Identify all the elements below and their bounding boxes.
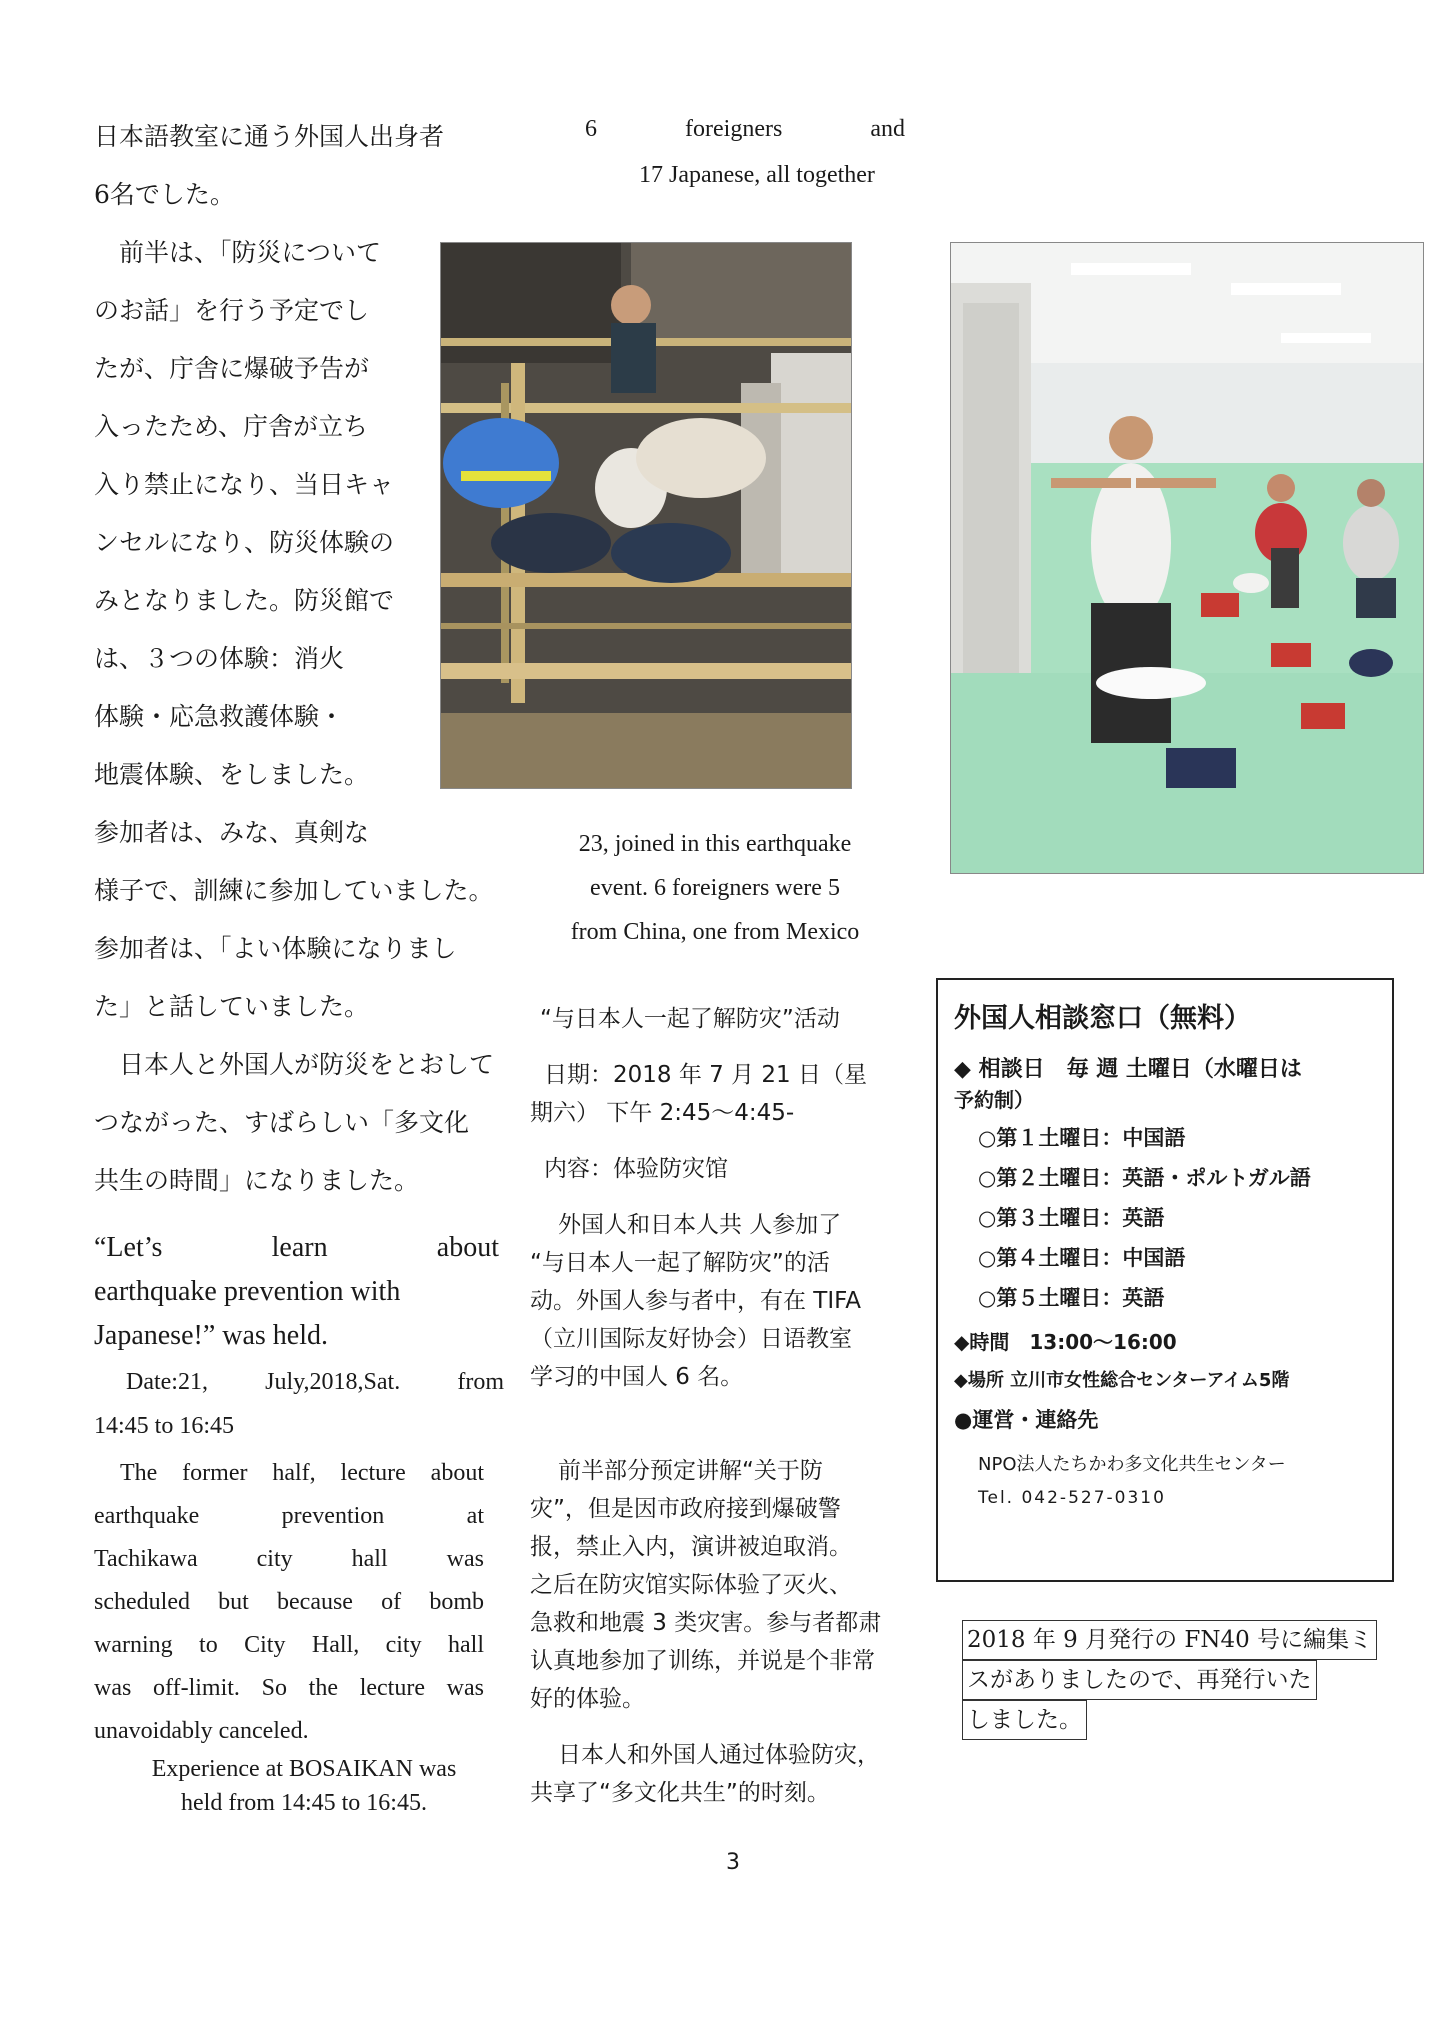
jp-line: 参加者は、みな、真剣な bbox=[94, 818, 370, 847]
chinese-para2-line: 认真地参加了训练，并说是个非常 bbox=[530, 1648, 875, 1674]
chinese-article bbox=[530, 1000, 930, 1812]
photo-earthquake-simulator bbox=[440, 242, 852, 789]
english-bosaikan-line: held from 14:45 to 16:45. bbox=[181, 1790, 427, 1816]
jp-line: 日本人と外国人が防災をとおして bbox=[94, 1050, 495, 1079]
consultation-box bbox=[936, 978, 1394, 1582]
middle-top-line: 17 Japanese, all together bbox=[639, 162, 875, 188]
jp-line: た」と話していました。 bbox=[94, 992, 370, 1021]
consultation-line: Tel. 042-527-0310 bbox=[978, 1488, 1166, 1508]
english-bosaikan bbox=[94, 1752, 514, 1820]
consultation-line: ◆時間 13:00〜16:00 bbox=[954, 1330, 1177, 1354]
consultation-line: ○第４土曜日：中国語 bbox=[978, 1246, 1186, 1270]
english-body bbox=[94, 1452, 484, 1753]
consultation-line: ●運営・連絡先 bbox=[954, 1408, 1099, 1432]
english-title-line: Japanese!” was held. bbox=[94, 1320, 329, 1351]
jp-line: つながった、すばらしい「多文化 bbox=[94, 1108, 470, 1137]
english-title-line: earthquake prevention with bbox=[94, 1276, 401, 1307]
jp-line: 日本語教室に通う外国人出身者 bbox=[94, 122, 445, 151]
consultation-title: 外国人相談窓口（無料） bbox=[954, 1003, 1251, 1034]
consultation-line: ◆ 相談日 毎 週 土曜日（水曜日は bbox=[954, 1057, 1302, 1082]
middle-top-text bbox=[585, 106, 935, 198]
jp-line: 体験・応急救護体験・ bbox=[94, 702, 345, 731]
chinese-para2-line: 灾”，但是因市政府接到爆破警 bbox=[530, 1496, 841, 1522]
correction-line: 2018 年 9 月発行の FN40 号に編集ミ bbox=[962, 1620, 1377, 1660]
correction-line: しました。 bbox=[962, 1700, 1087, 1740]
jp-line: ンセルになり、防災体験の bbox=[94, 528, 395, 557]
english-title-line: “Let’s learn about bbox=[94, 1232, 499, 1263]
jp-line: 地震体験、をしました。 bbox=[94, 760, 370, 789]
jp-line: たが、庁舎に爆破予告が bbox=[94, 354, 370, 383]
jp-line: 参加者は、「よい体験になりまし bbox=[94, 934, 457, 963]
jp-line: みとなりました。防災館で bbox=[94, 586, 395, 615]
chinese-para1-line: （立川国际友好协会）日语教室 bbox=[530, 1326, 852, 1352]
chinese-para2-line: 急救和地震 3 类灾害。参与者都肃 bbox=[530, 1610, 882, 1636]
english-bosaikan-line: Experience at BOSAIKAN was bbox=[151, 1756, 457, 1782]
chinese-para3-line: 日本人和外国人通过体验防灾， bbox=[558, 1742, 880, 1768]
english-body-line: Tachikawa city hall was bbox=[94, 1546, 484, 1572]
middle-after-line: 23, joined in this earthquake bbox=[578, 831, 852, 857]
middle-top-line: 6 foreigners and bbox=[585, 116, 905, 142]
photo-first-aid-training-graphic bbox=[951, 243, 1423, 873]
chinese-title: “与日本人一起了解防灾”活动 bbox=[540, 1006, 840, 1032]
jp-line: 入ったため、庁舎が立ち bbox=[94, 412, 369, 441]
chinese-para2-line: 之后在防灾馆实际体验了灭火、 bbox=[530, 1572, 852, 1598]
english-body-line: scheduled but because of bomb bbox=[94, 1589, 484, 1615]
chinese-para3-line: 共享了“多文化共生”的时刻。 bbox=[530, 1780, 830, 1806]
english-title bbox=[94, 1226, 499, 1358]
jp-line: のお話」を行う予定でし bbox=[94, 296, 370, 325]
jp-line: 6名でした。 bbox=[94, 180, 235, 209]
page-number: 3 bbox=[726, 1850, 740, 1875]
chinese-para2-line: 好的体验。 bbox=[530, 1686, 645, 1712]
chinese-date-line: 期六） 下午 2:45～4:45- bbox=[530, 1100, 795, 1126]
english-date bbox=[94, 1360, 504, 1448]
middle-after-line: from China, one from Mexico bbox=[570, 919, 860, 945]
consultation-line: ◆場所 立川市女性総合センターアイム5階 bbox=[954, 1370, 1290, 1391]
jp-line: 入り禁止になり、当日キャ bbox=[94, 470, 395, 499]
english-body-line: The former half, lecture about bbox=[120, 1460, 484, 1486]
consultation-line: ○第３土曜日：英語 bbox=[978, 1206, 1165, 1230]
chinese-para2-line: 报，禁止入内，演讲被迫取消。 bbox=[530, 1534, 852, 1560]
chinese-para2-line: 前半部分预定讲解“关于防 bbox=[558, 1458, 823, 1484]
chinese-date-line: 日期：2018 年 7 月 21 日（星 bbox=[544, 1062, 867, 1088]
chinese-para1-line: 学习的中国人 6 名。 bbox=[530, 1364, 744, 1390]
english-body-line: unavoidably canceled. bbox=[94, 1718, 309, 1744]
english-body-line: earthquake prevention at bbox=[94, 1503, 484, 1529]
english-body-line: warning to City Hall, city hall bbox=[94, 1632, 484, 1658]
jp-line: 前半は、「防災について bbox=[94, 238, 382, 267]
chinese-para1-line: “与日本人一起了解防灾”的活 bbox=[530, 1250, 830, 1276]
english-date-line: 14:45 to 16:45 bbox=[94, 1413, 235, 1439]
photo-first-aid-training bbox=[950, 242, 1424, 874]
correction-notice bbox=[962, 1620, 1382, 1740]
consultation-line: ○第１土曜日：中国語 bbox=[978, 1126, 1186, 1150]
consultation-line: ○第５土曜日：英語 bbox=[978, 1286, 1165, 1310]
jp-line: 共生の時間」になりました。 bbox=[94, 1166, 420, 1195]
consultation-line: NPO法人たちかわ多文化共生センター bbox=[978, 1454, 1286, 1475]
chinese-content: 内容：体验防灾馆 bbox=[544, 1156, 728, 1182]
chinese-para1-line: 外国人和日本人共 人参加了 bbox=[558, 1212, 842, 1238]
middle-after-line: event. 6 foreigners were 5 bbox=[590, 875, 840, 901]
correction-line: スがありましたので、再発行いた bbox=[962, 1660, 1317, 1700]
english-body-line: was off-limit. So the lecture was bbox=[94, 1675, 484, 1701]
middle-after-photo bbox=[530, 822, 900, 954]
jp-line: 様子で、訓練に参加していました。 bbox=[94, 876, 494, 905]
english-date-line: Date:21, July,2018,Sat. from bbox=[126, 1369, 504, 1395]
consultation-line: 予約制） bbox=[954, 1088, 1034, 1112]
consultation-line: ○第２土曜日：英語・ポルトガル語 bbox=[978, 1166, 1311, 1190]
photo-earthquake-simulator-graphic bbox=[441, 243, 851, 788]
chinese-para1-line: 动。外国人参与者中，有在 TIFA bbox=[530, 1288, 861, 1314]
jp-line: は、３つの体験：消火 bbox=[94, 644, 345, 673]
